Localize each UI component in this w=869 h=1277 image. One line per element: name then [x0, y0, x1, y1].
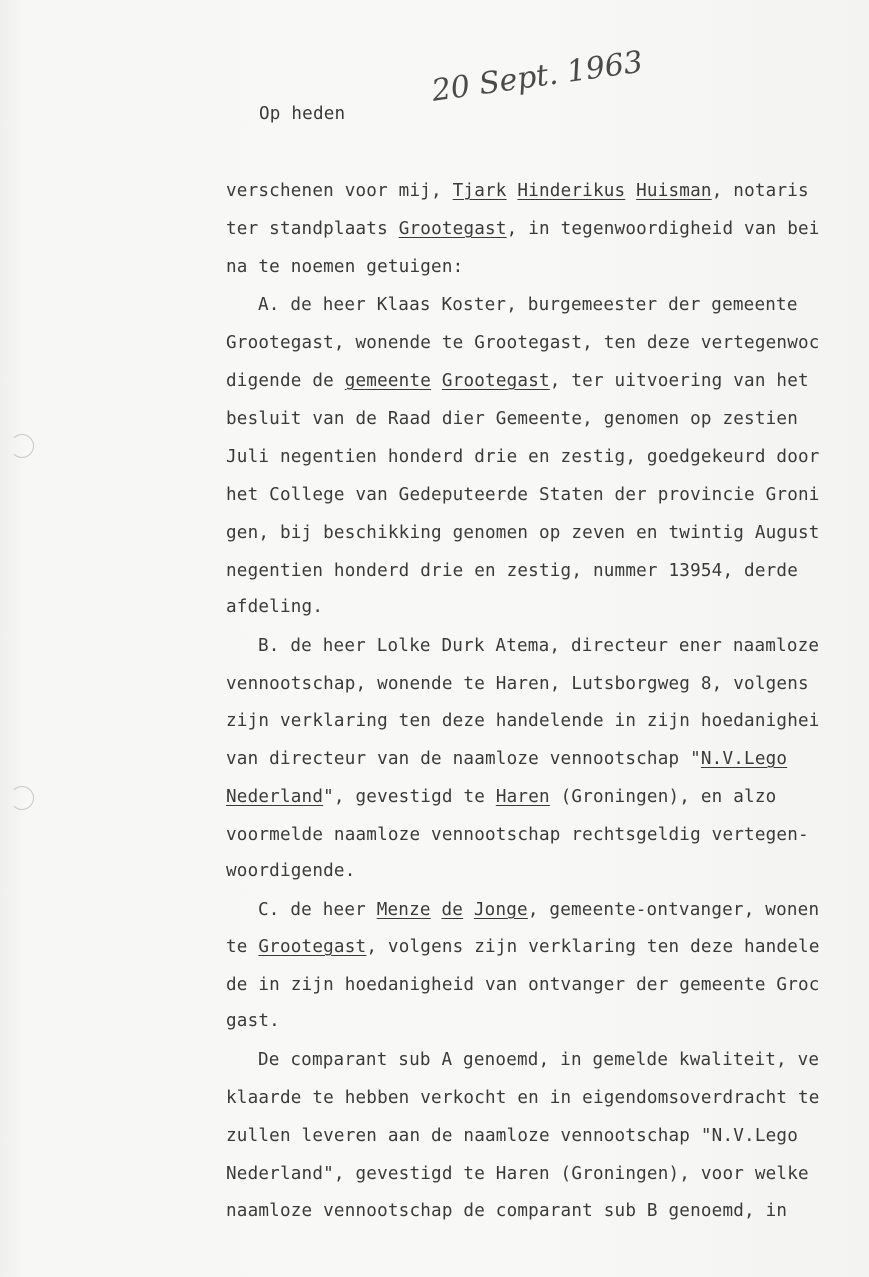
underlined-text: Jonge: [473, 900, 528, 920]
line-text: besluit van de Raad dier Gemeente, genomen op zestien: [226, 409, 798, 429]
line-text: B. de heer Lolke Durk Atema, directeur ener naamloze: [258, 636, 820, 656]
document-line: [226, 1164, 809, 1184]
document-line: [226, 257, 463, 277]
line-text: verschenen voor mij,: [226, 181, 453, 201]
underlined-text: Tjark: [452, 181, 507, 201]
line-text: van directeur van de naamloze vennootschap ": [226, 749, 701, 769]
line-text: negentien honderd drie en zestig, nummer 13954, derde: [226, 561, 798, 581]
underlined-text: Menze: [376, 900, 431, 920]
line-text: [431, 371, 442, 391]
document-line: [259, 104, 345, 124]
line-text: [507, 181, 518, 201]
line-text: voormelde naamloze vennootschap rechtsgeldig vertegen-: [226, 825, 809, 845]
document-line: [226, 333, 820, 353]
document-line: [226, 825, 809, 845]
line-text: te: [226, 937, 259, 957]
document-line: [258, 295, 798, 315]
line-text: ter standplaats: [226, 219, 399, 239]
line-text: , volgens zijn verklaring ten deze handele: [366, 937, 820, 957]
document-line: [226, 447, 820, 467]
document-line: [258, 636, 819, 656]
document-line: [226, 597, 323, 617]
document-line: [226, 749, 787, 769]
document-line: [226, 674, 809, 694]
line-text: (Groningen), en alzo: [549, 787, 777, 807]
underlined-text: Haren: [495, 787, 550, 807]
document-line: [226, 861, 356, 881]
document-line: [226, 1201, 787, 1221]
line-text: [431, 900, 442, 920]
document-line: [226, 219, 820, 239]
line-text: Op heden: [259, 104, 346, 124]
underlined-text: Huisman: [636, 181, 712, 201]
line-text: zijn verklaring ten deze handelende in zijn hoedanighei: [226, 711, 820, 731]
line-text: zullen leveren aan de naamloze vennootschap "N.V.Lego: [226, 1126, 798, 1146]
underlined-text: Grootegast: [398, 219, 507, 239]
underlined-text: N.V.Lego: [700, 749, 788, 769]
line-text: [463, 900, 474, 920]
line-text: De comparant sub A genoemd, in gemelde kwaliteit, ve: [258, 1050, 820, 1070]
document-line: [226, 1088, 820, 1108]
document-line: [226, 937, 820, 957]
document-line: [226, 1011, 280, 1031]
line-text: ", gevestigd te: [323, 787, 496, 807]
line-text: , gemeente-ontvanger, wonen: [527, 900, 820, 920]
document-line: [226, 485, 820, 505]
punch-hole-bottom: [10, 786, 34, 810]
line-text: , in tegenwoordigheid van bei: [506, 219, 820, 239]
document-line: [226, 561, 798, 581]
document-line: [226, 181, 809, 201]
underlined-text: Grootegast: [441, 371, 550, 391]
document-line: [226, 787, 776, 807]
line-text: , notaris: [711, 181, 809, 201]
line-text: Nederland", gevestigd te Haren (Groningen), voor welke: [226, 1164, 809, 1184]
line-text: digende de: [226, 371, 345, 391]
line-text: gen, bij beschikking genomen op zeven en twintig August: [226, 523, 820, 543]
line-text: [625, 181, 636, 201]
document-line: [226, 1126, 798, 1146]
line-text: A. de heer Klaas Koster, burgemeester der gemeente: [258, 295, 798, 315]
line-text: het College van Gedeputeerde Staten der provincie Groni: [226, 485, 820, 505]
line-text: C. de heer: [258, 900, 377, 920]
line-text: Grootegast, wonende te Grootegast, ten deze vertegenwoc: [226, 333, 820, 353]
document-line: [226, 523, 820, 543]
line-text: na te noemen getuigen:: [226, 257, 464, 277]
document-line: [226, 409, 798, 429]
underlined-text: Nederland: [226, 787, 324, 807]
line-text: de in zijn hoedanigheid van ontvanger der gemeente Groc: [226, 975, 820, 995]
line-text: gast.: [226, 1011, 280, 1031]
underlined-text: gemeente: [344, 371, 432, 391]
document-line: [258, 1050, 819, 1070]
document-line: [258, 900, 819, 920]
document-line: [226, 371, 809, 391]
line-text: woordigende.: [226, 861, 356, 881]
line-text: afdeling.: [226, 597, 324, 617]
line-text: klaarde te hebben verkocht en in eigendomsoverdracht te: [226, 1088, 820, 1108]
underlined-text: Grootegast: [258, 937, 367, 957]
underlined-text: Hinderikus: [517, 181, 626, 201]
handwritten-date: 20 Sept. 1963: [429, 44, 646, 109]
line-text: vennootschap, wonende te Haren, Lutsborgweg 8, volgens: [226, 674, 809, 694]
document-line: [226, 711, 820, 731]
underlined-text: de: [441, 900, 464, 920]
document-line: [226, 975, 820, 995]
line-text: Juli negentien honderd drie en zestig, goedgekeurd door: [226, 447, 820, 467]
line-text: naamloze vennootschap de comparant sub B genoemd, in: [226, 1201, 788, 1221]
line-text: , ter uitvoering van het: [549, 371, 809, 391]
punch-hole-top: [10, 434, 34, 458]
